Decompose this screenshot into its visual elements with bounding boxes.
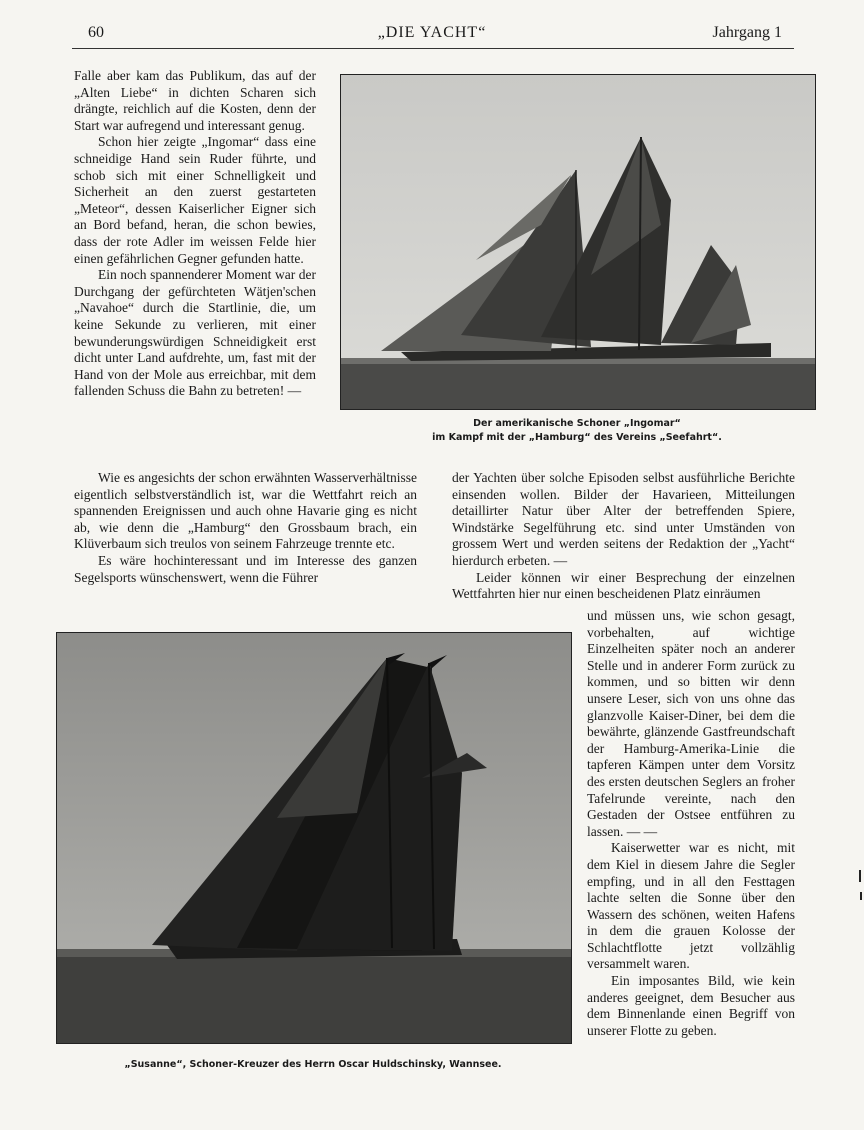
column-1-bottom (74, 470, 417, 586)
paragraph: Wie es angesichts der schon erwähnten Wasserverhältnisse eigentlich selbstverständlich ist, war die Wettfahrt reich an spannenden Ereignissen und auch ohne Havarie ging es nicht ab, wie denn die „Hamburg“ den Grossbaum brach, ein Klüverbaum sich treulos von seinem Fahrzeuge trennte etc. (74, 470, 417, 552)
paragraph: Leider können wir einer Besprechung der einzelnen Wettfahrten hier nur einen bescheidenen Platz einräumen (452, 569, 795, 602)
header-rule (72, 48, 794, 49)
volume-label: Jahrgang 1 (712, 24, 782, 41)
column-2-top (452, 470, 795, 603)
paragraph: Schon hier zeigte „Ingomar“ dass eine schneidige Hand sein Ruder führte, und schob sich mit einer Schnelligkeit und Sicherheit an den zuerst gestarteten „Meteor“, dessen Kaiserlicher Eigner sich an Bord befand, heran, die schon bewies, dass der rote Adler im weissen Felde hier einen gefährlichen Gegner gefunden hatte. (74, 134, 316, 266)
paragraph: Ein noch spannenderer Moment war der Durchgang der gefürchteten Wätjen'schen „Navahoe“ durch die Startlinie, die, um keine Sekunde zu verlieren, mit einer bewunderungswürdigen Schneidigkeit erst dicht unter Land aufdrehte, um, fast mit der Hand von der Mole aus erreichbar, mit dem fallenden Schuss die Bahn zu betreten! — (74, 267, 316, 399)
page-edge-mark (856, 870, 864, 910)
paragraph: Falle aber kam das Publikum, das auf der „Alten Liebe“ in dichten Scharen sich drängte, reichlich auf die Kosten, denn der Start war aufregend und interessant genug. (74, 68, 316, 133)
ingomar-caption (340, 417, 814, 445)
running-title: „DIE YACHT“ (377, 24, 487, 41)
paragraph: und müssen uns, wie schon gesagt, vorbehalten, auf wichtige Einzelheiten später noch an anderer Stelle und in anderer Form zurück zu kommen, und so bitten wir denn unsere Leser, sich von uns ohne das glanzvolle Kaiser-Diner, bei dem die bewährte, glänzende Gastfreundschaft der Hamburg-Amerika-Linie die tapferen Kämpen unter dem Vorsitz des ersten deutschen Seglers an froher Tafelrunde vereinte, nach den Gestaden der Ostsee entführen zu lassen. — — (587, 608, 795, 839)
paragraph: der Yachten über solche Episoden selbst ausführliche Berichte einsenden wollen. Bilder der Havarieen, Mitteilungen detaillirter Natur über Alter der betreffenden Spiere, Windstärke Segelführung etc. sind unter Umständen von grossem Wert und werden seitens der Redaktion der „Yacht“ hierdurch erbeten. — (452, 470, 795, 568)
page-number: 60 (88, 24, 104, 41)
susanne-photo (56, 632, 572, 1044)
ingomar-photo (340, 74, 816, 410)
susanne-caption: „Susanne“, Schoner-Kreuzer des Herrn Oscar Huldschinsky, Wannsee. (124, 1059, 502, 1070)
caption-line: Der amerikanische Schoner „Ingomar“ (473, 418, 681, 429)
column-2-bottom (587, 608, 795, 1039)
caption-line: im Kampf mit der „Hamburg“ des Vereins „Seefahrt“. (432, 432, 722, 443)
paragraph: Ein imposantes Bild, wie kein anderes geeignet, dem Besucher aus dem Binnenlande einen Begriff von unserer Flotte zu geben. (587, 973, 795, 1038)
paragraph: Kaiserwetter war es nicht, mit dem Kiel in diesem Jahre die Segler empfing, und in all den Festtagen lachte selten die Sonne über den Wassern des schönen, weiten Hafens in dem die grauen Kolosse der Schlachtflotte jetzt vollzählig versammelt waren. (587, 840, 795, 972)
column-1-top (74, 68, 316, 400)
paragraph: Es wäre hochinteressant und im Interesse des ganzen Segelsports wünschenswert, wenn die Führer (74, 552, 417, 585)
